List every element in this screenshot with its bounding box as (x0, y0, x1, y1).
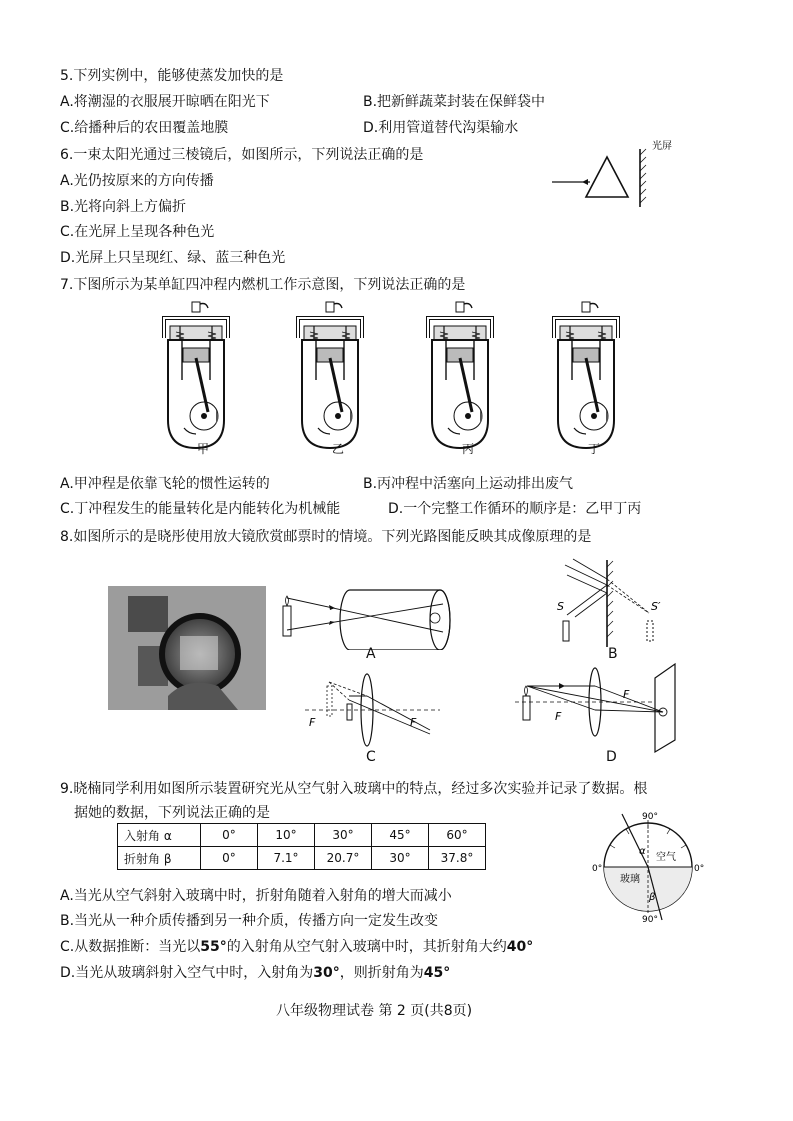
ray-diagram-d (515, 660, 690, 755)
table-cell: 7.1° (258, 847, 315, 870)
candle (283, 606, 291, 636)
q6-option-d: D.光屏上只呈现红、绿、蓝三种色光 (60, 250, 286, 266)
label-beta: β (649, 892, 656, 903)
engine-diagram-ding (554, 302, 618, 448)
diagram-b-label: B (608, 646, 618, 662)
light-screen-label: 光屏 (652, 141, 672, 152)
ray-diagram-b (545, 555, 675, 650)
engine-label-ding: 丁 (588, 442, 601, 456)
table-row (118, 824, 486, 847)
q7-option-b: B.丙冲程中活塞向上运动排出废气 (363, 476, 574, 492)
engine-diagram-yi (298, 302, 362, 448)
focus-f-right: F (623, 688, 630, 701)
q5-stem: 5.下列实例中，能够使蒸发加快的是 (60, 68, 284, 84)
page-footer: 八年级物理试卷 第 2 页(共8页) (276, 1003, 473, 1019)
q8-stem: 8.如图所示的是晓彤使用放大镜欣赏邮票时的情境。下列光路图能反映其成像原理的是 (60, 529, 592, 545)
ray-diagram-a (275, 580, 475, 650)
q9-option-d (60, 964, 450, 982)
engine-diagram-bing (428, 302, 492, 448)
table-cell: 37.8° (429, 847, 486, 870)
row-label-refraction: 折射角 β (118, 847, 201, 870)
table-cell: 30° (372, 847, 429, 870)
label-90-top: 90° (642, 812, 658, 822)
table-row (118, 847, 486, 870)
focus-f-left: F (309, 716, 316, 729)
q7-option-a: A.甲冲程是依靠飞轮的惯性运转的 (60, 476, 270, 492)
table-cell: 0° (201, 847, 258, 870)
q9-option-d-text: D.当光从玻璃斜射入空气中时，入射角为 (60, 965, 314, 981)
engine-label-bing: 丙 (462, 442, 475, 456)
q6-option-a: A.光仍按原来的方向传播 (60, 173, 214, 189)
arrow-icon (582, 179, 588, 185)
q9-option-d-result: 45° (423, 965, 451, 981)
prism (586, 157, 628, 197)
diagram-d-label: D (606, 749, 617, 765)
q9-option-c-result: 40° (506, 939, 534, 955)
screen-hatching (640, 149, 646, 203)
q6-stem: 6.一束太阳光通过三棱镜后，如图所示，下列说法正确的是 (60, 147, 424, 163)
q6-option-c: C.在光屏上呈现各种色光 (60, 224, 215, 240)
q9-option-a: A.当光从空气斜射入玻璃中时，折射角随着入射角的增大而减小 (60, 888, 452, 904)
label-0-left: 0° (592, 864, 603, 874)
row-label-incidence: 入射角 α (118, 824, 201, 847)
q9-option-c (60, 938, 533, 956)
table-cell: 45° (372, 824, 429, 847)
q9-option-c-text2: 的入射角从空气射入玻璃中时，其折射角大约 (226, 939, 507, 955)
table-cell: 0° (201, 824, 258, 847)
symbol-s-prime: S′ (651, 600, 661, 613)
table-cell: 30° (315, 824, 372, 847)
q9-option-d-angle: 30° (313, 965, 340, 981)
engine-label-yi: 乙 (332, 442, 345, 456)
label-air: 空气 (656, 852, 676, 863)
prism-figure (550, 135, 700, 215)
label-alpha: α (639, 846, 646, 857)
q7-option-c: C.丁冲程发生的能量转化是内能转化为机械能 (60, 501, 341, 517)
label-90-bottom: 90° (642, 915, 658, 925)
engine-figures (150, 300, 670, 460)
q6-option-b: B.光将向斜上方偏折 (60, 199, 187, 215)
pinhole-camera (340, 590, 450, 650)
q7-stem: 7.下图所示为某单缸四冲程内燃机工作示意图，下列说法正确的是 (60, 277, 466, 293)
ray-diagram-c (305, 668, 445, 748)
q9-option-d-text2: ，则折射角为 (339, 965, 424, 981)
q9-option-c-text: C.从数据推断：当光以 (60, 939, 201, 955)
q5-option-b: B.把新鲜蔬菜封装在保鲜袋中 (363, 94, 546, 110)
q7-option-d: D.一个完整工作循环的顺序是：乙甲丁丙 (388, 501, 642, 517)
label-glass: 玻璃 (620, 874, 640, 885)
diagram-a-label: A (366, 646, 376, 662)
candle-flame (286, 596, 289, 606)
q9-stem-line1: 9.晓楠同学利用如图所示装置研究光从空气射入玻璃中的特点，经过多次实验并记录了数据。根 (60, 781, 648, 797)
engine-label-jia: 甲 (197, 442, 210, 456)
refraction-protractor-figure (592, 810, 707, 925)
q5-option-d: D.利用管道替代沟渠输水 (363, 120, 519, 136)
table-cell: 60° (429, 824, 486, 847)
q5-option-a: A.将潮湿的衣服展开晾晒在阳光下 (60, 94, 270, 110)
q9-stem-line2: 据她的数据，下列说法正确的是 (74, 805, 270, 821)
diagram-c-label: C (366, 749, 376, 765)
symbol-s: S (557, 600, 564, 613)
label-0-right: 0° (694, 864, 705, 874)
q9-option-b: B.当光从一种介质传播到另一种介质，传播方向一定发生改变 (60, 913, 439, 929)
focus-f-right: F (410, 716, 417, 729)
engine-diagram-jia (164, 302, 228, 448)
q9-option-c-angle: 55° (200, 939, 227, 955)
refraction-data-table (117, 823, 486, 870)
magnifier-photo (108, 586, 266, 710)
q5-option-c: C.给播种后的农田覆盖地膜 (60, 120, 229, 136)
table-cell: 10° (258, 824, 315, 847)
focus-f-left: F (555, 710, 562, 723)
light-screen (655, 664, 675, 752)
table-cell: 20.7° (315, 847, 372, 870)
